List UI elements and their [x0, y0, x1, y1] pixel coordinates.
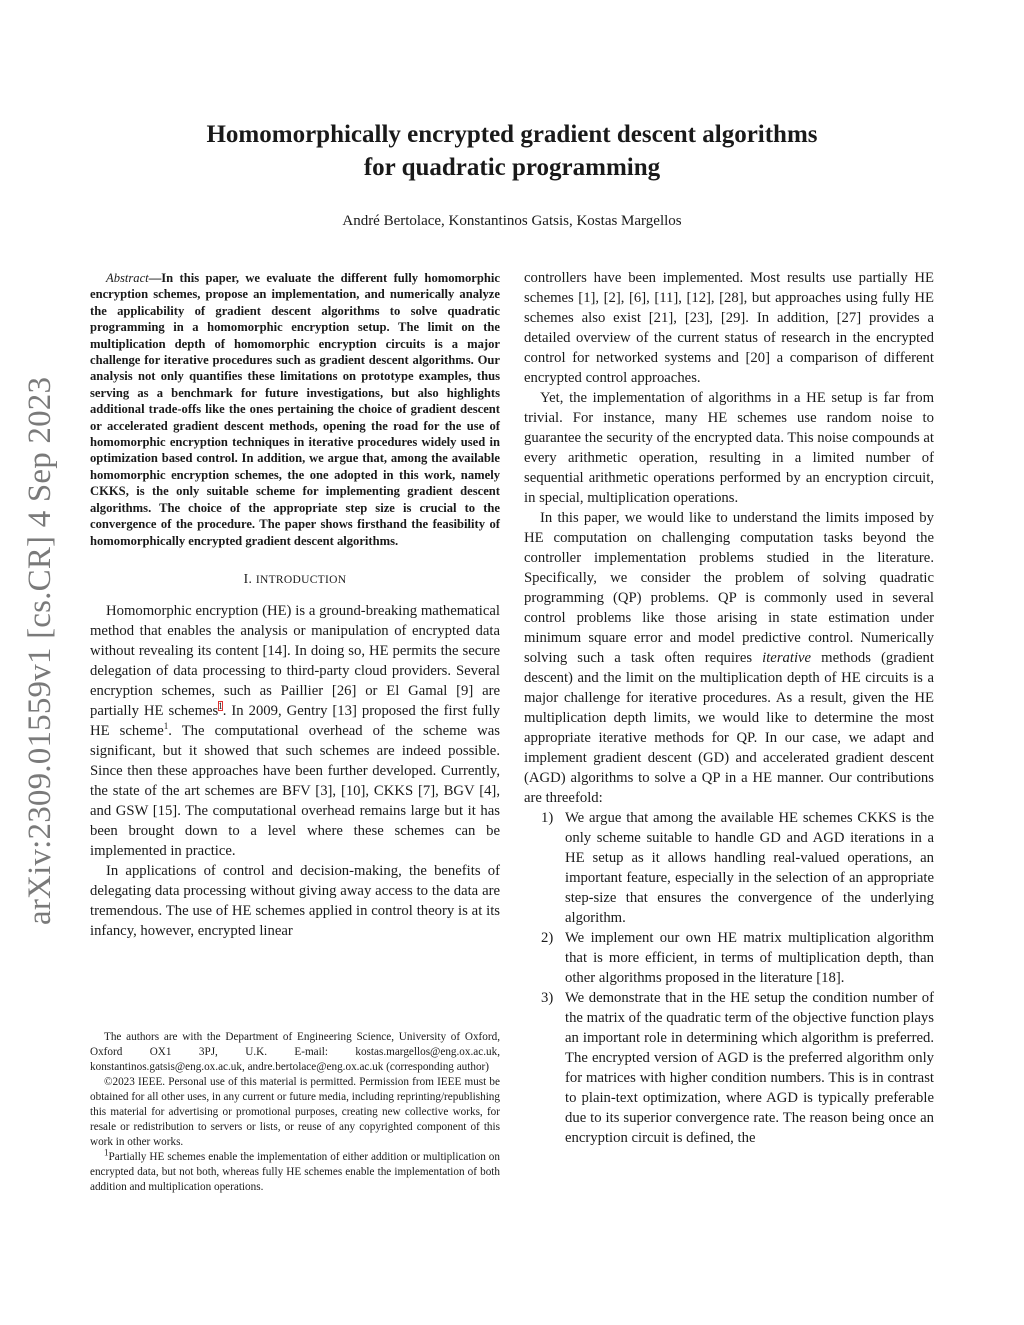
- section-title: INTRODUCTION: [255, 573, 347, 586]
- intro-p1-text-c: . The computational overhead of the scheme was significant, but it showed that such schemes are indeed possible. Since then these approaches have been further developed. Currently, the state of the art schemes are BFV [3], [10], CKKS [7], BGV [4], and GSW [15]. The computational overhead remains large but it has been brought down to a level where these schemes can be implemented in practice.: [90, 722, 500, 859]
- intro-p1-text-b: . In 2009, Gentry [13] proposed the first fully HE scheme: [90, 702, 500, 739]
- title-line-1: Homomorphically encrypted gradient descent algorithms: [206, 121, 818, 148]
- footnote-authors: The authors are with the Department of Engineering Science, University of Oxford, Oxford OX1 3PJ, U.K. E-mail: kostas.margellos@eng.ox.ac.uk, konstantinos.gatsis@eng.ox.ac.uk, andre.bertolace@eng.ox.ac.uk (corresponding author): [90, 1031, 500, 1073]
- right-p3-emphasis: iterative: [762, 650, 812, 666]
- intro-paragraph-1: [90, 601, 500, 861]
- abstract-text: In this paper, we evaluate the different fully homomorphic encryption schemes, propose an implementation, and numerically analyze the applicability of gradient descent algorithms to solve quadratic programming in a homomorphic encryption setup. The limit on the multiplication depth of homomorphic encryption circuits is a major challenge for iterative procedures such as gradient descent algorithms. Our analysis not only quantifies these limitations on prototype examples, thus serving as a benchmark for future investigations, but also highlights additional trade-offs like the ones pertaining the choice of gradient descent or accelerated gradient descent methods, opening the road for the use of homomorphic encryption techniques in iterative procedures widely used in optimization based control. In addition, we argue that, among the available homomorphic encryption schemes, the one adopted in this work, namely CKKS, is the only suitable scheme for implementing gradient descent algorithms. The choice of the appropriate step size is crucial to the convergence of the procedure. The paper shows firsthand the feasibility of homomorphically encrypted gradient descent algorithms.: [90, 271, 500, 548]
- right-paragraph-3: [524, 508, 934, 808]
- contribution-text: We argue that among the available HE schemes CKKS is the only scheme suitable to handle GD and AGD iterations in a HE setup as it allows handling real-valued operations, an important feature, especially in the selection of an appropriate step-size that ensures the convergence of the underlying algorithm.: [565, 810, 934, 926]
- author-list: André Bertolace, Konstantinos Gatsis, Kostas Margellos: [342, 213, 682, 229]
- contribution-item: [524, 988, 934, 1148]
- right-column: [524, 268, 934, 1148]
- contribution-text: We implement our own HE matrix multiplication algorithm that is more efficient, in terms of multiplication depth, than other algorithms proposed in the literature [18].: [565, 930, 934, 986]
- contribution-number: 1): [541, 810, 554, 826]
- footnote-1: [90, 1147, 500, 1195]
- footnote-1-text: Partially HE schemes enable the implementation of either addition or multiplication on encrypted data, but not both, whereas fully HE schemes enable the implementation of both addition and multiplication operations.: [90, 1151, 500, 1193]
- right-paragraph-1: controllers have been implemented. Most results use partially HE schemes [1], [2], [6], [11], [12], [28], but approaches using fully HE schemes also exist [21], [23], [29]. In addition, [27] provides a detailed overview of the current status of research in the encrypted control for networked systems and [20] a comparison of different encrypted control approaches.: [524, 270, 934, 386]
- title-line-2: for quadratic programming: [363, 154, 661, 181]
- section-number: I.: [243, 570, 253, 586]
- paper-title: [120, 118, 904, 184]
- intro-p1-text-a: Homomorphic encryption (HE) is a ground-breaking mathematical method that enables the analysis or manipulation of encrypted data without revealing its content [14]. In doing so, HE permits the secure delegation of data processing to third-party cloud providers. Several encryption schemes, such as Paillier [26] or El Gamal [9] are partially HE schemes: [90, 602, 500, 719]
- section-heading-introduction: [90, 571, 500, 587]
- right-p3-text-a: In this paper, we would like to understand the limits imposed by HE computation on challenging computation tasks beyond the controller implementation problems studied in the literature. Specifically, we consider the problem of solving quadratic programming (QP) problems. QP is commonly used in several control problems like those arising in state estimation under minimum square error and model predictive control. Numerically solving such a task often requires: [524, 510, 934, 666]
- contribution-item: [524, 928, 934, 988]
- footnote-copyright: ©2023 IEEE. Personal use of this material is permitted. Permission from IEEE must be obtained for all other uses, in any current or future media, including reprinting/republishing this material for advertising or promotional purposes, creating new collective works, for resale or redistribution to servers or lists, or reuse of any copyrighted component of this work in other works.: [90, 1076, 500, 1148]
- contribution-text: We demonstrate that in the HE setup the condition number of the matrix of the quadratic term of the objective function plays an important role in determining which algorithm is preferred. The encrypted version of AGD is the preferred algorithm only for matrices with higher condition numbers. This is in contrast to plain-text optimization, where AGD is typically preferable due to its superior convergence rate. The reason being once an encryption circuit is defined, the: [565, 990, 934, 1146]
- abstract-label: Abstract: [106, 271, 149, 285]
- contribution-number: 3): [541, 990, 554, 1006]
- arxiv-side-label: arXiv:2309.01559v1 [cs.CR] 4 Sep 2023: [22, 376, 58, 925]
- footnotes: [90, 1030, 500, 1195]
- contribution-number: 2): [541, 930, 554, 946]
- footnote-marker-1: 1: [163, 721, 169, 732]
- contributions-list: [524, 808, 934, 1148]
- footnote-1-marker: 1: [104, 1147, 109, 1158]
- left-column: [90, 270, 500, 941]
- footnote-link-1[interactable]: 1: [218, 701, 223, 712]
- contribution-item: [524, 808, 934, 928]
- right-p3-text-b: methods (gradient descent) and the limit on the multiplication depth of HE circuits is a major challenge for iterative procedures. As a result, given the HE multiplication depth limits, we would like to determine the most appropriate iterative methods for QP. In our case, we adapt and implement gradient descent (GD) and accelerated gradient descent (AGD) algorithms to solve a QP in a HE manner. Our contributions are threefold:: [524, 650, 934, 806]
- abstract: [90, 270, 500, 549]
- right-paragraph-2: Yet, the implementation of algorithms in a HE setup is far from trivial. For instance, many HE schemes use random noise to guarantee the security of the encrypted data. This noise compounds at every arithmetic operation, resulting in a limited number of sequential arithmetic operations performed by an encryption circuit, in special, multiplication operations.: [524, 390, 934, 506]
- intro-paragraph-2: In applications of control and decision-making, the benefits of delegating data processing without giving away access to the data are tremendous. The use of HE schemes applied in control theory is at its infancy, however, encrypted linear: [90, 862, 500, 939]
- abstract-dash: —: [148, 271, 162, 285]
